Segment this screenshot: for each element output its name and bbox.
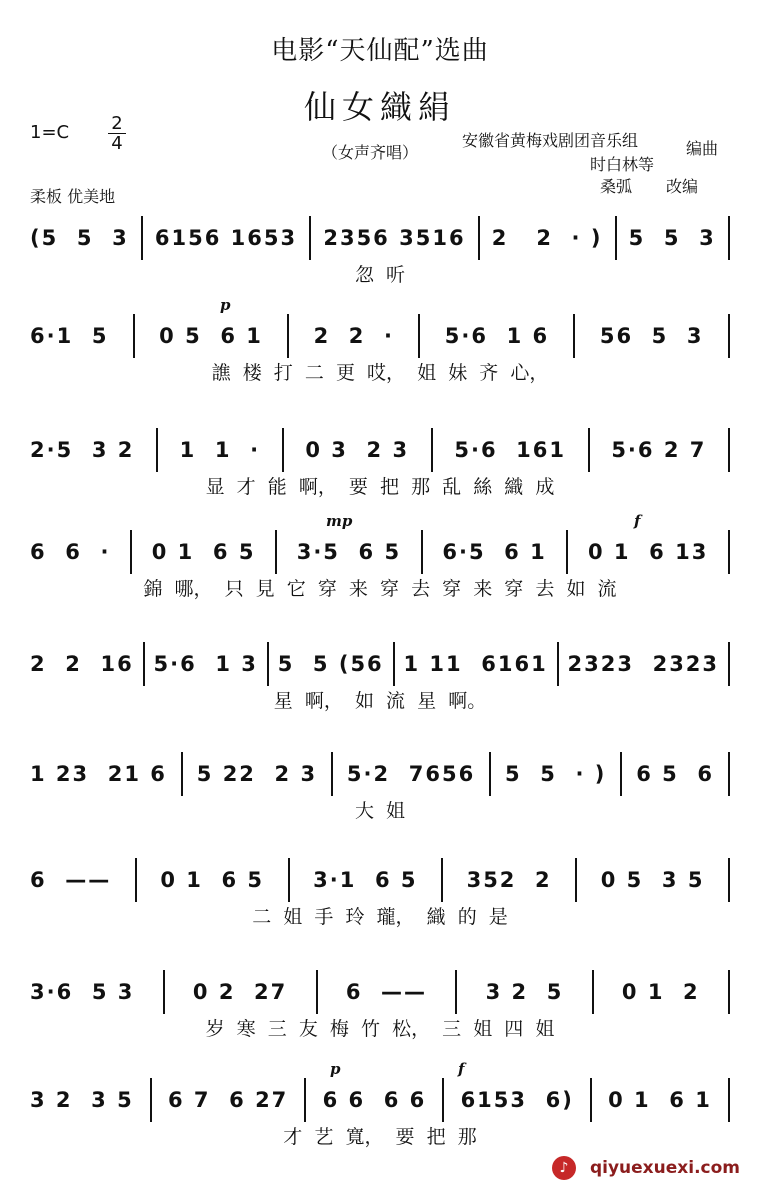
measure: 5 5 · ) — [505, 762, 607, 786]
measure: 6153 6) — [460, 1088, 574, 1112]
measure: 2323 2323 — [567, 652, 720, 676]
notation-line — [30, 430, 730, 470]
score-system — [30, 298, 730, 408]
measure: 6 —— — [345, 980, 428, 1004]
measure: 2 2 · ) — [491, 226, 603, 250]
measure: 3·1 6 5 — [313, 868, 418, 892]
key-signature: 1=C — [30, 122, 70, 143]
barline — [728, 530, 730, 574]
measure: 5·6 1 6 — [444, 324, 550, 348]
barline — [141, 216, 143, 260]
measure: 6·1 5 — [30, 324, 109, 348]
barline — [288, 858, 290, 902]
measure: 0 1 6 1 — [608, 1088, 712, 1112]
notation-line — [30, 532, 730, 572]
barline — [728, 858, 730, 902]
barline — [615, 216, 617, 260]
barline — [267, 642, 269, 686]
measure: 0 2 27 — [192, 980, 288, 1004]
measure: (5 5 3 — [30, 226, 129, 250]
watermark-icon: ♪ — [552, 1156, 576, 1180]
barline — [130, 530, 132, 574]
measure: 3 2 5 — [485, 980, 564, 1004]
barline — [573, 314, 575, 358]
voice-type: （女声齐唱） — [322, 143, 419, 162]
dynamic-marking: p — [330, 1060, 341, 1078]
lyrics-line: 二 姐 手 玲 瓏， 織 的 是 — [252, 906, 508, 928]
measure: 0 3 2 3 — [305, 438, 410, 462]
measure: 2 2 16 — [30, 652, 134, 676]
dynamic-marking: p — [220, 296, 231, 314]
watermark: qiyuexuexi.com — [589, 1158, 740, 1178]
score-system — [30, 412, 730, 522]
notation-line — [30, 860, 730, 900]
notation-line — [30, 972, 730, 1012]
measure: 2·5 3 2 — [30, 438, 135, 462]
score-system — [30, 200, 730, 310]
notation-line — [30, 316, 730, 356]
measure: 6·5 6 1 — [442, 540, 547, 564]
score-system — [30, 736, 730, 846]
barline — [163, 970, 165, 1014]
credit-reviser: 桑弧 — [600, 177, 633, 196]
barline — [592, 970, 594, 1014]
measure: 1 11 6161 — [403, 652, 548, 676]
barline — [728, 216, 730, 260]
score-system — [30, 954, 730, 1064]
measure: 6 6 6 6 — [322, 1088, 427, 1112]
barline — [331, 752, 333, 796]
barline — [133, 314, 135, 358]
barline — [143, 642, 145, 686]
barline — [566, 530, 568, 574]
measure: 6 6 · — [30, 540, 111, 564]
dynamic-marking: f — [458, 1060, 465, 1078]
credit-org: 安徽省黄梅戏剧团音乐组 — [462, 131, 639, 150]
subtitle: 电影“天仙配”选曲 — [271, 36, 489, 66]
barline — [728, 642, 730, 686]
barline — [150, 1078, 152, 1122]
notation-line — [30, 1080, 730, 1120]
barline — [431, 428, 433, 472]
measure: 6 7 6 27 — [167, 1088, 289, 1112]
time-signature-bottom: 4 — [108, 133, 126, 153]
time-signature — [108, 114, 126, 153]
barline — [316, 970, 318, 1014]
notation-line — [30, 218, 730, 258]
barline — [489, 752, 491, 796]
measure: 5 5 (56 — [277, 652, 384, 676]
credit-names: 时白林等 — [590, 155, 655, 174]
barline — [588, 428, 590, 472]
measure: 3·5 6 5 — [296, 540, 402, 564]
measure: 0 5 3 5 — [600, 868, 705, 892]
measure: 0 1 6 13 — [588, 540, 709, 564]
barline — [557, 642, 559, 686]
measure: 0 1 6 5 — [160, 868, 265, 892]
score-system — [30, 514, 730, 624]
measure: 6156 1653 — [154, 226, 298, 250]
lyrics-line: 忽 听 — [354, 264, 406, 286]
measure: 3·6 5 3 — [30, 980, 135, 1004]
credit-role-revise: 改编 — [666, 177, 699, 196]
dynamic-marking: f — [634, 512, 641, 530]
measure: 5 5 3 — [628, 226, 716, 250]
measure: 3 2 3 5 — [30, 1088, 134, 1112]
barline — [728, 752, 730, 796]
measure: 6 —— — [30, 868, 112, 892]
score-system — [30, 626, 730, 736]
barline — [181, 752, 183, 796]
barline — [421, 530, 423, 574]
lyrics-line: 譙 楼 打 二 更 哎， 姐 妹 齐 心， — [211, 362, 549, 384]
barline — [441, 858, 443, 902]
measure: 5·6 1 3 — [153, 652, 258, 676]
dynamic-marking: mp — [326, 512, 353, 530]
barline — [728, 970, 730, 1014]
measure: 0 1 2 — [621, 980, 700, 1004]
credit-role-compose: 编曲 — [686, 139, 719, 158]
score-system — [30, 1062, 730, 1172]
barline — [156, 428, 158, 472]
barline — [728, 428, 730, 472]
measure: 5 22 2 3 — [196, 762, 318, 786]
time-signature-top: 2 — [111, 113, 123, 134]
barline — [455, 970, 457, 1014]
measure: 5·6 2 7 — [611, 438, 707, 462]
measure: 0 1 6 5 — [151, 540, 256, 564]
tempo-marking: 柔板 优美地 — [30, 187, 116, 206]
barline — [442, 1078, 444, 1122]
measure: 6 5 6 — [636, 762, 715, 786]
lyrics-line: 才 艺 寬， 要 把 那 — [283, 1126, 477, 1148]
measure: 2 2 · — [313, 324, 395, 348]
barline — [575, 858, 577, 902]
barline — [418, 314, 420, 358]
measure: 1 1 · — [179, 438, 261, 462]
page-title: 仙女織絹 — [303, 88, 456, 126]
lyrics-line: 岁 寒 三 友 梅 竹 松， 三 姐 四 姐 — [205, 1018, 555, 1040]
barline — [287, 314, 289, 358]
lyrics-line: 星 啊， 如 流 星 啊。 — [273, 690, 487, 712]
measure: 0 5 6 1 — [159, 324, 263, 348]
notation-line — [30, 644, 730, 684]
measure: 352 2 — [466, 868, 552, 892]
barline — [478, 216, 480, 260]
barline — [393, 642, 395, 686]
score-system — [30, 842, 730, 952]
measure: 56 5 3 — [599, 324, 704, 348]
measure: 5·2 7656 — [346, 762, 476, 786]
barline — [304, 1078, 306, 1122]
notation-line — [30, 754, 730, 794]
barline — [728, 1078, 730, 1122]
barline — [135, 858, 137, 902]
barline — [309, 216, 311, 260]
barline — [728, 314, 730, 358]
barline — [620, 752, 622, 796]
barline — [282, 428, 284, 472]
measure: 1 23 21 6 — [30, 762, 167, 786]
barline — [275, 530, 277, 574]
barline — [590, 1078, 592, 1122]
measure: 5·6 161 — [454, 438, 567, 462]
measure: 2356 3516 — [323, 226, 466, 250]
lyrics-line: 大 姐 — [354, 800, 406, 822]
lyrics-line: 显 才 能 啊， 要 把 那 乱 絲 織 成 — [205, 476, 555, 498]
lyrics-line: 錦 哪， 只 見 它 穿 来 穿 去 穿 来 穿 去 如 流 — [143, 578, 617, 600]
